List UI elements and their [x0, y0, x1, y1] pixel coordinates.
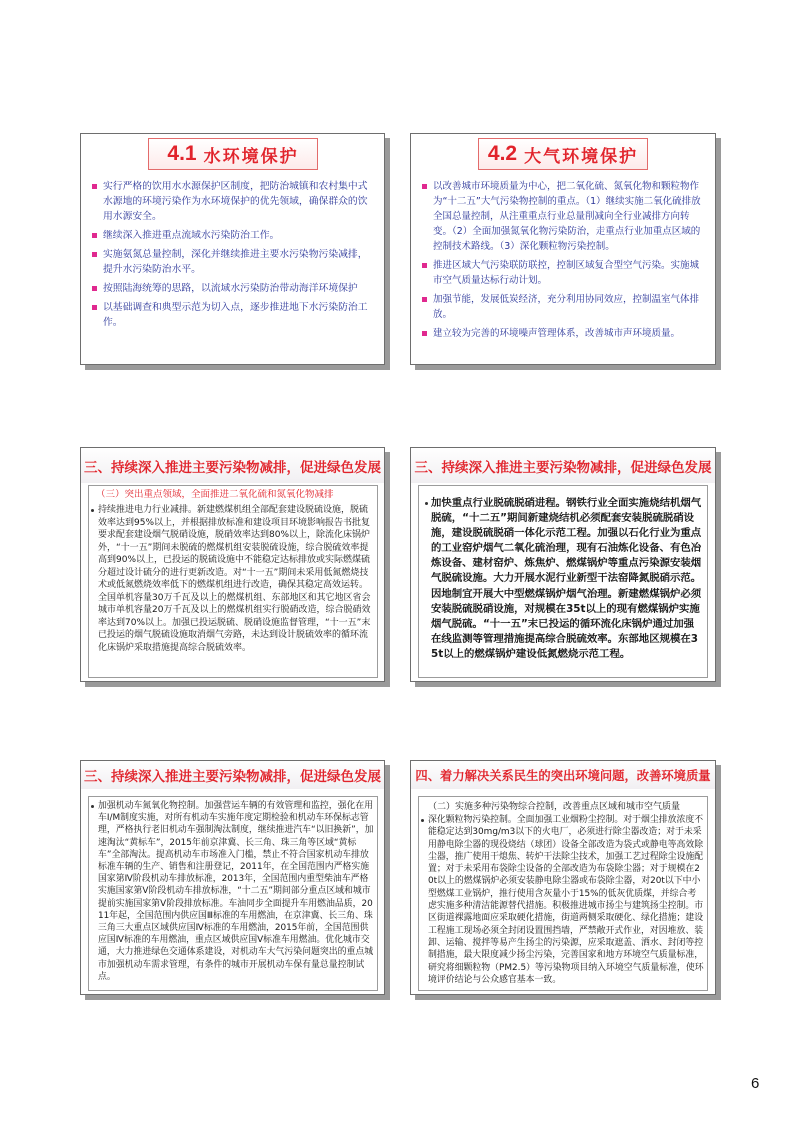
slide-title-box: [478, 138, 648, 170]
bullet-square-icon: [422, 292, 433, 307]
slide-header: 三、持续深入推进主要污染物减排，促进绿色发展: [411, 448, 715, 483]
paragraph: [421, 814, 705, 986]
bullet-dot-icon: [91, 504, 98, 517]
slide-water-protection: [80, 133, 385, 365]
bullet-item: [422, 258, 705, 288]
bullet-square-icon: [92, 300, 103, 315]
bullet-square-icon: [92, 228, 103, 243]
slide-title-number: 4.1: [167, 142, 197, 165]
paragraph: [91, 504, 374, 654]
bullet-text: 实行严格的饮用水水源保护区制度，把防治城镇和农村集中式水源地的环境污染作为水环境保护的优先领域，确保群众的饮用水源安全。: [103, 181, 368, 222]
slide-header: 四、着力解决关系民生的突出环境问题，改善环境质量: [411, 761, 715, 789]
bullet-item: [92, 300, 375, 330]
slide-title-number: 4.2: [487, 142, 518, 165]
paragraph-text: 加强机动车氮氧化物控制。加强营运车辆的有效管理和监控，强化在用车I/M制度实施，对所有机动车实施年度定期检验和机动车环保标志管理，严格执行老旧机动车强制淘汰制度，继续推进汽车“以旧换新”，加速淘汰“黄标车”，2015年前京津冀、长三角、珠三角等区域“黄标车”全部淘汰。提高机动车市场准入门槛，禁止不符合国家机动车排放标准车辆的生产、销售和注册登记，2011年，在全国范围内严格实施国家第Ⅳ阶段机动车排放标准，2013年，全国范围内重型柴油车严格实施国家第Ⅴ阶段机动车排放标准，“十二五”期间部分重点区域和城市提前实施国家第Ⅴ阶段排放标准。车油同步全面提升车用燃油品质，2011年起，全国范围内供应国Ⅲ标准的车用燃油，在京津冀、长三角、珠三角三大重点区域供应国Ⅳ标准的车用燃油，2015年前，全国范围供应国Ⅳ标准的车用燃油，重点区域供应国Ⅴ标准车用燃油。优化城市交通，大力推进绿色交通体系建设，对机动车大气污染问题突出的重点城市加强机动车需求管理，有条件的城市开展机动车保有量总量控制试点。: [98, 801, 374, 982]
bullet-text: 继续深入推进重点流域水污染防治工作。: [103, 230, 280, 241]
slide-header: 三、持续深入推进主要污染物减排，促进绿色发展: [81, 448, 384, 483]
bullet-item: [92, 281, 375, 296]
content-box: [418, 485, 708, 678]
bullet-list: [92, 179, 375, 334]
slide-emission-reduction-power: [80, 447, 385, 682]
slide-emission-reduction-industry: [410, 447, 716, 682]
bullet-text: 推进区域大气污染联防联控，控制区域复合型空气污染。实施城市空气质量达标行动计划。: [433, 260, 700, 286]
content-box: [88, 796, 378, 991]
bullet-square-icon: [422, 326, 433, 341]
slide-subtitle: （二）实施多种污染物综合控制，改善重点区域和城市空气质量: [428, 802, 681, 812]
content-box: [418, 796, 708, 991]
bullet-text: 以改善城市环境质量为中心，把二氧化硫、氮氧化物和颗粒物作为“十二五”大气污染物控制的重点。（1）继续实施二氧化硫排放全国总量控制，从注重重点行业总量削减向全行业减排方向转变。（2）全面加强氮氧化物污染防治，走重点行业加重点区域的控制技术路线。（3）深化颗粒物污染控制。: [433, 181, 701, 252]
bullet-item: [92, 179, 375, 224]
paragraph: [91, 800, 374, 983]
slide-title-text: 水环境保护: [203, 146, 299, 167]
bullet-dot-icon: [421, 814, 428, 826]
bullet-dot-icon: [91, 800, 98, 812]
bullet-text: 加强节能，发展低炭经济，充分利用协同效应，控制温室气体排放。: [433, 294, 700, 320]
bullet-square-icon: [92, 179, 103, 194]
bullet-item: [422, 292, 705, 322]
content-box: [88, 485, 378, 678]
bullet-text: 以基础调查和典型示范为切入点，逐步推进地下水污染防治工作。: [103, 302, 368, 328]
slide-header: 三、持续深入推进主要污染物减排，促进绿色发展: [81, 761, 384, 789]
bullet-item: [422, 179, 705, 254]
bullet-square-icon: [92, 247, 103, 262]
paragraph-text: 深化颗粒物污染控制。全面加强工业烟粉尘控制。对于烟尘排放浓度不能稳定达到30mg/m3以下的火电厂，必须进行除尘器改造；对于未采用静电除尘器的现役烧结（球团）设备全部改造为袋式或静电等高效除尘器，推广使用干熄焦、转炉干法除尘技术，加强工艺过程除尘设施配置；对于未采用布袋除尘设备的全部改造为布袋除尘器；对于规模在20t以上的燃煤锅炉必须安装静电除尘器或布袋除尘器，对20t以下中小型燃煤工业锅炉，推行使用含灰量小于15%的低灰优质煤，并综合考虑实施多种清洁能源替代措施。积极推进城市扬尘与建筑扬尘控制。市区街道裸露地面应采取硬化措施，街道两侧采取硬化、绿化措施；建设工程施工现场必须全封闭设置围挡墙，严禁敞开式作业，对因堆放、装卸、运输、搅拌等易产生扬尘的污染源，应采取遮盖、洒水、封闭等控制措施，最大限度减少扬尘污染，完善国家和地方环境空气质量标准，研究将细颗粒物（PM2.5）等污染物项目纳入环境空气质量标准，使环境评价结论与公众感官基本一致。: [428, 815, 704, 985]
bullet-list: [422, 179, 705, 345]
bullet-item: [422, 326, 705, 341]
slide-subtitle: （三）突出重点领域，全面推进二氧化硫和氮氧化物减排: [96, 489, 334, 500]
slide-emission-reduction-vehicles: [80, 760, 385, 995]
slide-environment-quality: [410, 760, 716, 995]
paragraph-text: 因地制宜开展大中型燃煤锅炉烟气治理。新建燃煤锅炉必须安装脱硫脱硝设施，对规模在35t以上的现有燃煤锅炉实施烟气脱硫。“十一五”末已投运的循环流化床锅炉通过加强在线监测等管理措施提高综合脱硫效率。东部地区规模在35t以上的燃煤锅炉建设低氮燃烧示范工程。: [431, 588, 702, 660]
bullet-square-icon: [422, 179, 433, 194]
page-number: 6: [751, 1075, 760, 1092]
paragraph: [425, 496, 703, 586]
slide-title-box: [148, 138, 318, 170]
bullet-square-icon: [422, 258, 433, 273]
bullet-text: 实施氨氮总量控制，深化并继续推进主要水污染物污染减排，提升水污染防治水平。: [103, 249, 368, 275]
bullet-item: [92, 228, 375, 243]
bullet-dot-icon: [425, 496, 431, 511]
bullet-text: 按照陆海统筹的思路，以流域水污染防治带动海洋环境保护: [103, 283, 358, 294]
paragraph-text: 加快重点行业脱硫脱硝进程。钢铁行业全面实施烧结机烟气脱硫，“十二五”期间新建烧结机必须配套安装脱硫脱硝设施，建设脱硫脱硝一体化示范工程。加强以石化行业为重点的工业窑炉烟气二氧化硫治理，现有石油炼化设备、有色冶炼设备、建材窑炉、炼焦炉、燃煤锅炉等重点污染源安装烟气脱硫设施。大力开展水泥行业新型干法窑降氮脱硝示范。: [431, 497, 702, 584]
paragraph: [431, 587, 703, 662]
paragraph-text: 持续推进电力行业减排。新建燃煤机组全部配套建设脱硫设施，脱硫效率达到95%以上，并根据排放标准和建设项目环境影响报告书批复要求配套建设烟气脱硝设施，脱硝效率达到80%以上，除流化床锅炉外，“十一五”期间未脱硫的燃煤机组安装脱硫设施，综合脱硫效率提高到90%以上，已投运的脱硫设施中不能稳定达标排放或实际燃煤硫分超过设计硫分的进行更新改造。对“十一五”期间未采用低氮燃烧技术或低氮燃烧效率低下的燃煤机组进行改造，确保其稳定高效运转。全国单机容量30万千瓦及以上的燃煤机组、东部地区和其它地区省会城市单机容量20万千瓦及以上的燃煤机组实行脱硝改造，综合脱硝效率达到70%以上。加强已投运脱硫、脱硝设施监督管理，“十一五”末已投运的烟气脱硫设施取消烟气旁路，未达到设计脱硫效率的循环流化床锅炉采取措施提高综合脱硫效率。: [98, 505, 371, 653]
slide-title-text: 大气环境保护: [524, 146, 639, 167]
bullet-item: [92, 247, 375, 277]
bullet-square-icon: [92, 281, 103, 296]
bullet-text: 建立较为完善的环境噪声管理体系，改善城市声环境质量。: [433, 328, 681, 339]
slide-air-protection: [410, 133, 716, 365]
